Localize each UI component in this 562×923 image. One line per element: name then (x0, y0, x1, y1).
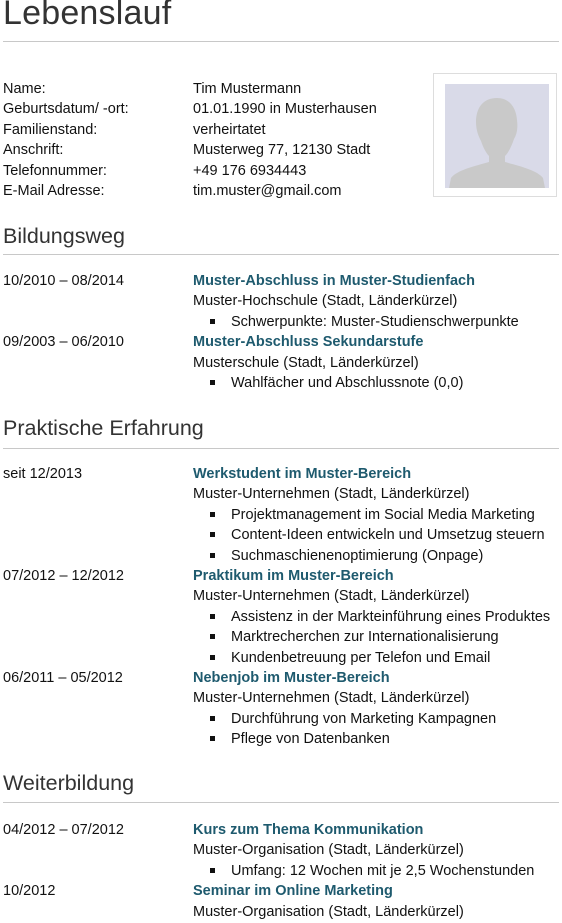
entry-header-line (3, 881, 559, 901)
personal-row-address (3, 140, 423, 160)
entry-position: Muster-Abschluss Sekundarstufe (193, 334, 424, 351)
personal-value: 01.01.1990 in Musterhausen (193, 101, 377, 118)
personal-row-phone (3, 161, 423, 181)
bullet-line (3, 648, 559, 668)
cv-entry (3, 566, 559, 668)
section-divider (3, 802, 559, 803)
section-content (3, 820, 559, 922)
entry-org-line (3, 353, 559, 373)
personal-label: Telefonnummer: (3, 162, 107, 179)
bullet-item: Wahlfächer und Abschlussnote (0,0) (231, 373, 463, 393)
entry-position: Praktikum im Muster-Bereich (193, 567, 394, 584)
entry-date: 06/2011 – 05/2012 (3, 669, 123, 686)
entry-org-line (3, 688, 559, 708)
bullet-item: Schwerpunkte: Muster-Studienschwerpunkte (231, 312, 519, 332)
cv-entry (3, 881, 559, 922)
bullet-item: Kundenbetreuung per Telefon und Email (231, 648, 490, 668)
bullet-item: Suchmaschienenoptimierung (Onpage) (231, 546, 483, 566)
section-title: Weiterbildung (3, 771, 135, 795)
entry-header-line (3, 464, 559, 484)
personal-row-birth (3, 99, 423, 119)
bullet-line (3, 729, 559, 749)
entry-position: Muster-Abschluss in Muster-Studienfach (193, 273, 475, 289)
entry-header-line (3, 820, 559, 840)
entry-date: 10/2012 (3, 883, 56, 900)
bullet-line (3, 627, 559, 647)
section-content (3, 464, 559, 749)
entry-org-line (3, 902, 559, 922)
entry-date: 04/2012 – 07/2012 (3, 822, 124, 838)
entry-date: seit 12/2013 (3, 466, 83, 482)
bullet-line (3, 525, 559, 545)
bullet-line (3, 505, 559, 525)
bullet-item: Assistenz in der Markteinführung eines Produktes (231, 607, 550, 627)
personal-label: Geburtsdatum/ -ort: (3, 101, 129, 118)
bullet-item: Marktrecherchen zur Internationalisierung (231, 627, 499, 647)
cv-entry (3, 332, 559, 393)
profile-photo (433, 73, 557, 197)
entry-position: Seminar im Online Marketing (193, 883, 393, 900)
personal-value: verheirtatet (193, 121, 266, 138)
entry-date: 10/2010 – 08/2014 (3, 273, 124, 289)
bullet-line (3, 312, 559, 332)
section-divider (3, 254, 559, 255)
personal-value: +49 176 6934443 (193, 162, 307, 179)
personal-label: E-Mail Adresse: (3, 182, 105, 199)
section-divider (3, 448, 559, 449)
personal-label: Familienstand: (3, 121, 98, 138)
title-divider (3, 41, 559, 42)
cv-entry (3, 668, 559, 750)
personal-row-marital (3, 120, 423, 140)
bullet-line (3, 546, 559, 566)
entry-org-line (3, 484, 559, 504)
section-title: Praktische Erfahrung (3, 416, 204, 440)
person-silhouette-icon (445, 84, 549, 188)
entry-header-line (3, 271, 559, 291)
bullet-line (3, 861, 559, 881)
personal-row-email (3, 181, 423, 201)
email-link[interactable]: tim.muster@gmail.com (193, 182, 342, 199)
section-title: Bildungsweg (3, 224, 125, 248)
section-content (3, 271, 559, 393)
personal-row-name (3, 79, 423, 99)
personal-value: Tim Mustermann (193, 81, 302, 97)
entry-date: 07/2012 – 12/2012 (3, 567, 124, 584)
entry-header-line (3, 566, 559, 586)
entry-org-line (3, 586, 559, 606)
personal-label: Anschrift: (3, 142, 64, 159)
entry-header-line (3, 668, 559, 688)
entry-organization: Muster-Organisation (Stadt, Länderkürzel) (193, 842, 464, 859)
personal-label: Name: (3, 81, 46, 97)
entry-organization: Muster-Unternehmen (Stadt, Länderkürzel) (193, 486, 470, 503)
cv-entry (3, 464, 559, 566)
entry-date: 09/2003 – 06/2010 (3, 334, 124, 351)
entry-position: Kurs zum Thema Kommunikation (193, 822, 424, 838)
cv-entry (3, 820, 559, 881)
bullet-item: Content-Ideen entwickeln und Umsetzug steuern (231, 525, 545, 545)
cv-entry (3, 271, 559, 332)
personal-info (3, 79, 423, 201)
entry-organization: Musterschule (Stadt, Länderkürzel) (193, 354, 419, 371)
bullet-item: Durchführung von Marketing Kampagnen (231, 709, 496, 729)
page-title: Lebenslauf (3, 0, 172, 32)
entry-organization: Muster-Organisation (Stadt, Länderkürzel) (193, 903, 464, 920)
bullet-line (3, 607, 559, 627)
bullet-item: Pflege von Datenbanken (231, 729, 390, 749)
entry-organization: Muster-Unternehmen (Stadt, Länderkürzel) (193, 588, 470, 605)
bullet-line (3, 373, 559, 393)
entry-position: Nebenjob im Muster-Bereich (193, 669, 390, 686)
personal-value: Musterweg 77, 12130 Stadt (193, 142, 371, 159)
entry-org-line (3, 840, 559, 860)
bullet-item: Projektmanagement im Social Media Marketing (231, 505, 535, 525)
bullet-line (3, 709, 559, 729)
entry-org-line (3, 291, 559, 311)
entry-organization: Muster-Hochschule (Stadt, Länderkürzel) (193, 293, 458, 310)
entry-position: Werkstudent im Muster-Bereich (193, 466, 412, 482)
entry-organization: Muster-Unternehmen (Stadt, Länderkürzel) (193, 690, 470, 707)
entry-header-line (3, 332, 559, 352)
bullet-item: Umfang: 12 Wochen mit je 2,5 Wochenstunden (231, 861, 534, 881)
